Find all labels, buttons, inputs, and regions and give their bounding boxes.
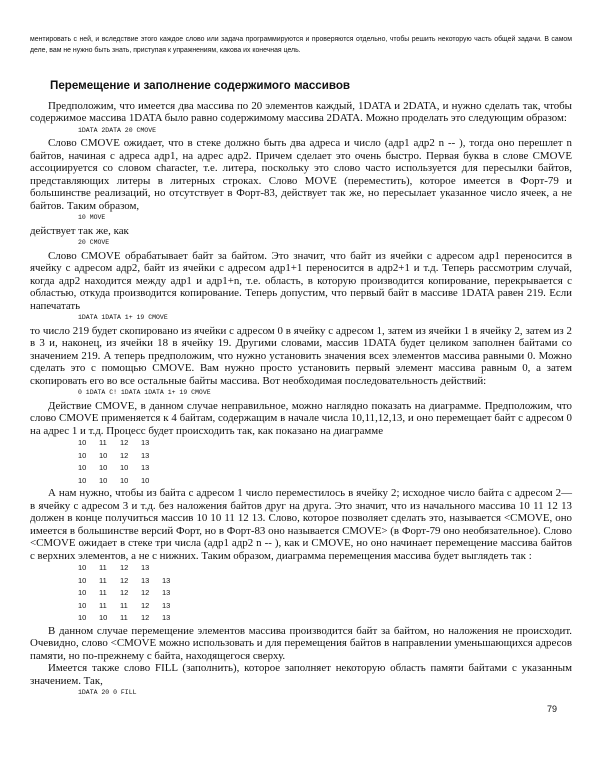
code-line-4: 1DATA 1DATA 1+ 19 CMOVE [78,314,168,322]
diagram-cell: 10 [78,575,87,585]
code-line-1: 1DATA 2DATA 20 CMOVE [78,126,157,134]
diagram-cell: 10 [99,613,108,623]
diagram-cell: 12 [120,575,129,585]
diagram-row [78,600,572,613]
diagram-cell: 10 [78,588,87,598]
paragraph-6: Действие CMOVE, в данном случае неправильное, можно наглядно показать на диаграмме. Предположим, что слово CMOVE применяется к 4 байтам, содержащим в начале числа 10,11,12,13, и оно перемещает байт с адресом 0 на адрес 1 и т.д. Процесс будет происходить так, как показано на диаграмме [30,399,572,437]
paragraph-4: Слово CMOVE обрабатывает байт за байтом. Это значит, что байт из ячейки с адресом адр1 переносится в ячейку с адресом адр2, байт из ячейки с адресом адр1+1 переносится в адр2+1 и т.д. Теперь рассмотрим случай, когда адр2 находится между адр1 и адр1+n, т.е. область, в которую производится копирование, перекрывается с областью, откуда производится копирование. Теперь допустим, что первый байт в массиве 1DATA равен 219. Если напечатать [30,249,572,312]
diagram-cell: 13 [162,613,171,623]
diagram-cell: 10 [99,463,108,473]
diagram-row [78,575,572,588]
diagram-cell [162,562,183,575]
paragraph-8: В данном случае перемещение элементов массива производится байт за байтом, но наложения не происходит. Очевидно, слово <CMOVE можно использовать и для перемещения байтов в направлении уменьшающихся адресов памяти, но по-прежнему с байта, находящегося сверху. [30,624,572,662]
diagram-cell: 10 [120,463,129,473]
diagram-cell: 12 [141,588,150,598]
diagram-cmove [30,437,572,487]
diagram-cell: 11 [120,600,128,610]
code-line-6: 1DATA 20 0 FILL [78,689,137,697]
diagram-cell: 13 [141,463,150,473]
diagram-cell: 12 [141,600,150,610]
diagram-cell: 10 [120,475,129,485]
diagram-cell: 13 [141,438,150,448]
diagram-cell: 11 [99,563,107,573]
diagram-cell: 10 [78,438,87,448]
top-continuation-text: ментировать с ней, и вследствие этого каждое слово или задача программируются и проверяются отдельно, чтобы решить некоторую часть общей задачи. В самом деле, вам не нужно быть знать, приступая к упражнениям, какова их конечная цель. [30,36,572,55]
diagram-cell: 13 [162,600,171,610]
code-line-2: 10 MOVE [78,214,106,222]
diagram-cell: 10 [78,463,87,473]
diagram-cell: 10 [78,563,87,573]
diagram-cell: 12 [120,438,129,448]
diagram-cell: 10 [78,450,87,460]
paragraph-9: Имеется также слово FILL (заполнить), которое заполняет некоторую область памяти байтами с указанным значением. Так, [30,662,572,687]
diagram-cell: 12 [120,563,129,573]
diagram-cell: 13 [162,588,171,598]
body-text [30,100,572,700]
page-content [30,34,572,700]
paragraph-5: то число 219 будет скопировано из ячейки с адресом 0 в ячейку с адресом 1, затем из ячейки 1 в ячейку 2, затем из 2 в 3 и, наконец, из ячейки 18 в ячейку 19. Другими словами, массив 1DATA будет целиком заполнен байтами со значением 219. А теперь предположим, что нужно установить значения всех элементов массива равными 0. Можно сделать это с помощью CMOVE. Вам нужно просто установить первый элемент массива равным 0, а затем скопировать его во все остальные байты массива. Вот необходимая последовательность действий: [30,324,572,387]
diagram-cell: 10 [78,613,87,623]
page-number: 79 [547,704,558,714]
diagram-cell: 11 [120,613,128,623]
paragraph-7: А нам нужно, чтобы из байта с адресом 1 число переместилось в ячейку 2; исходное число байта с адресом 2— в ячейку с адресом 3 и т.д. без наложения байтов друг на друга. Это значит, что из начального массива 10 11 12 13 должен в конце получиться массив 10 10 11 12 13. Слово, которое позволяет сделать это, называется <CMOVE, оно имеется в большинстве версий Форт, но в Форт-83 оно называется CMOVE> (в Форт-79 оно необязательное). Слово <CMOVE ожидает в стеке три числа (адр1 адр2 n -- ), как и CMOVE, но оно начинает перемещение массива байтов с верхних элементов, а не с нижних. Таким образом, диаграмма перемещения массива будет выглядеть так : [30,487,572,562]
diagram-cell: 10 [141,475,150,485]
paragraph-3: действует так же, как [30,224,129,237]
diagram-cell: 13 [162,575,171,585]
diagram-cell: 10 [78,600,87,610]
diagram-cell: 11 [99,438,107,448]
diagram-row [78,450,572,463]
diagram-row [78,437,572,450]
diagram-cell: 10 [99,450,108,460]
paragraph-1: Предположим, что имеется два массива по 20 элементов каждый, 1DATA и 2DATA, и нужно сделать так, чтобы содержимое массива 1DATA было равно содержимому массива 2DATA. Можно проделать это следующим образом: [30,99,572,125]
diagram-row [78,562,572,575]
diagram-cell: 11 [99,588,107,598]
diagram-cell: 13 [141,450,150,460]
diagram-row [78,612,572,625]
diagram-row [78,462,572,475]
diagram-cell: 13 [141,563,150,573]
diagram-cell: 12 [141,613,150,623]
section-title: Перемещение и заполнение содержимого массивов [50,78,351,92]
diagram-cell: 12 [120,450,129,460]
paragraph-2: Слово CMOVE ожидает, что в стеке должно быть два адреса и число (адр1 адр2 n -- ), тогда оно перешлет n байтов, начиная с адреса адр1, на адрес адр2. Причем сделает это очень быстро. Первая буква в слове CMOVE ассоциируется со словом character, т.е. литера, поскольку это слово часто используется для пересылки байтов, представляющих литеры в литерных строках. Слово MOVE (переместить), которое имеется в Форт-79 и большинстве реализаций, но отсутствует в Форт-83, действует так же, но пересылает указанное число ячеек, а не байтов. Таким образом, [30,137,572,212]
diagram-cell: 11 [99,575,107,585]
diagram-row [78,475,572,488]
diagram-cell: 13 [141,575,150,585]
diagram-reverse-cmove [30,562,572,625]
diagram-cell: 10 [78,475,87,485]
code-line-3: 20 CMOVE [78,239,110,247]
code-line-5: 0 1DATA C! 1DATA 1DATA 1+ 19 CMOVE [78,389,211,397]
diagram-cell: 10 [99,475,108,485]
diagram-cell: 11 [99,600,107,610]
diagram-cell: 12 [120,588,129,598]
diagram-row [78,587,572,600]
